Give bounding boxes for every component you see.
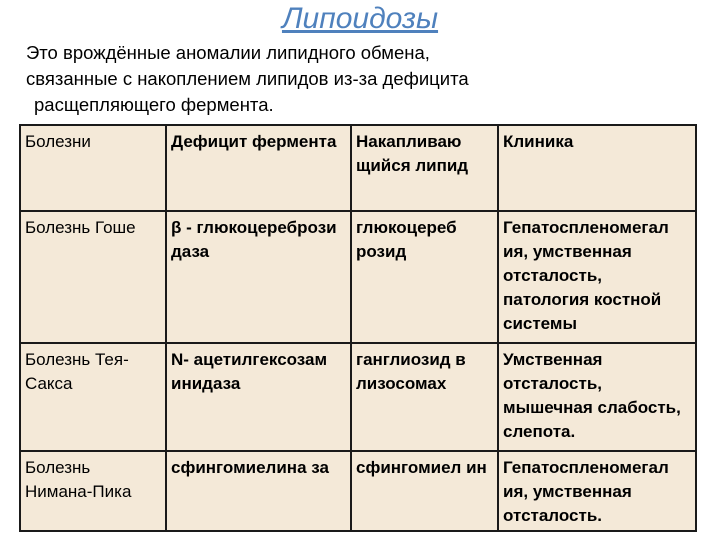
cell-lipid: ганглиозид в лизосомах (351, 343, 498, 451)
cell-lipid: глюкоцереб розид (351, 211, 498, 343)
cell-clinic: Гепатоспленомегал ия, умственная отсталость, патология костной системы (498, 211, 696, 343)
cell-clinic: Гепатоспленомегал ия, умственная отсталость. (498, 451, 696, 531)
cell-disease: Болезнь Тея-Сакса (20, 343, 166, 451)
cell-clinic: Умственная отсталость, мышечная слабость, слепота. (498, 343, 696, 451)
intro-text (26, 40, 706, 118)
intro-line-1: Это врождённые аномалии липидного обмена, (26, 42, 430, 63)
cell-disease: Болезнь Гоше (20, 211, 166, 343)
header-enzyme: Дефицит фермента (166, 125, 351, 211)
cell-enzyme: β - глюкоцеребрози даза (166, 211, 351, 343)
cell-enzyme: N- ацетилгексозам инидаза (166, 343, 351, 451)
cell-enzyme: сфингомиелина за (166, 451, 351, 531)
header-disease: Болезни (20, 125, 166, 211)
table-row (20, 343, 696, 451)
table-row (20, 451, 696, 531)
table-header-row (20, 125, 696, 211)
page-title: Липоидозы (281, 2, 439, 35)
header-clinic: Клиника (498, 125, 696, 211)
table-row (20, 211, 696, 343)
cell-lipid: сфингомиел ин (351, 451, 498, 531)
lipidosis-table (19, 124, 697, 532)
cell-disease: Болезнь Нимана-Пика (20, 451, 166, 531)
header-lipid: Накапливаю щийся липид (351, 125, 498, 211)
intro-line-2: связанные с накоплением липидов из-за дефицита (26, 68, 469, 89)
intro-line-3: расщепляющего фермента. (34, 94, 274, 115)
